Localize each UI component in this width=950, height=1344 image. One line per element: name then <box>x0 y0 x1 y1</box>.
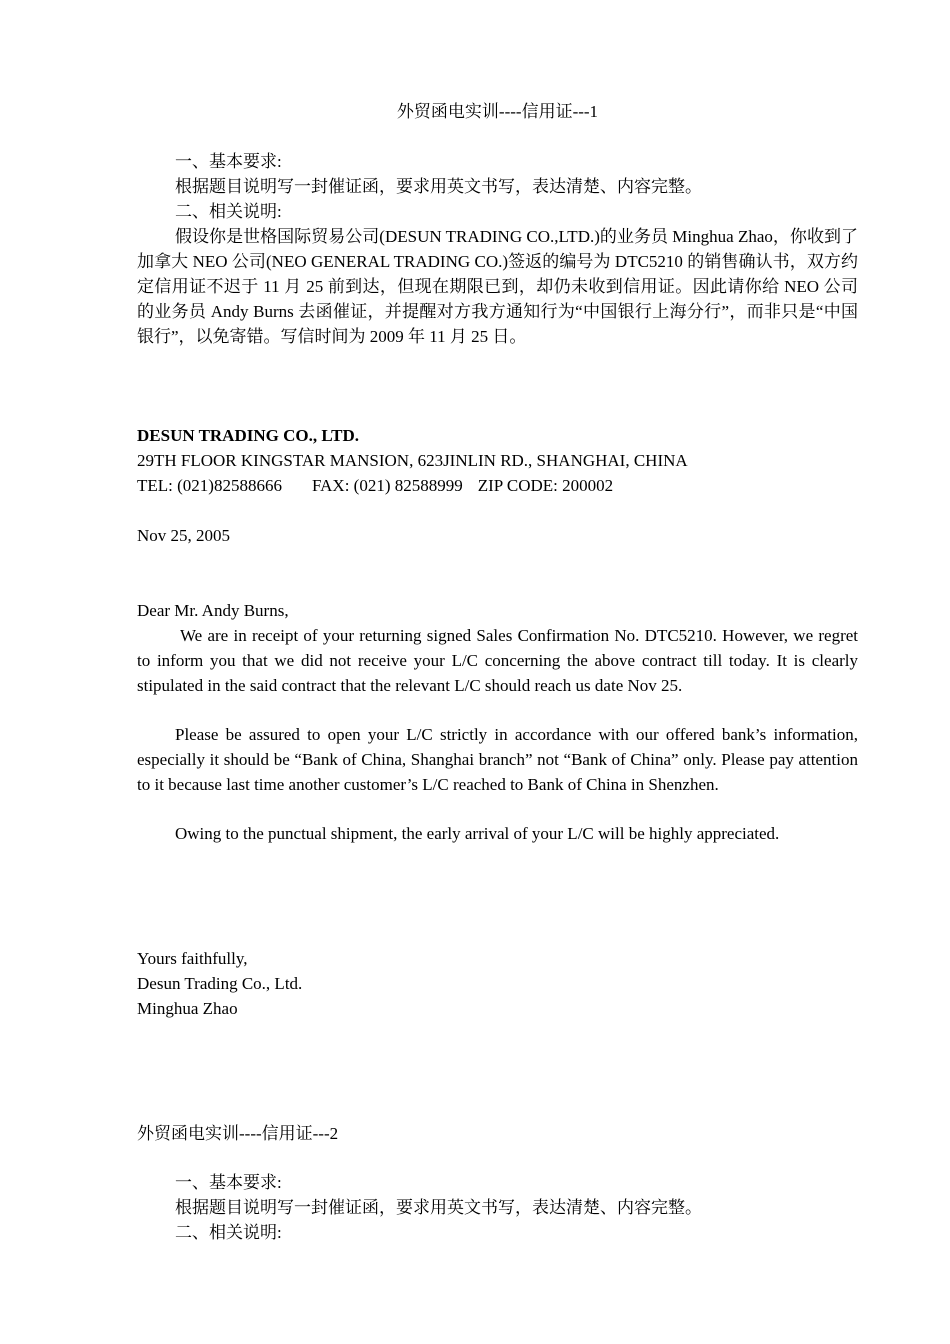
letter-zip: ZIP CODE: 200002 <box>477 476 614 495</box>
letter-address: 29TH FLOOR KINGSTAR MANSION, 623JINLIN RD., SHANGHAI, CHINA <box>137 451 688 470</box>
letter-paragraph-2: Please be assured to open your L/C strictly in accordance with our offered bank’s information, especially it should be “Bank of China, Shanghai branch” not “Bank of China” only. Please pay attention to it because last time another customer’s L/C reached to Bank of China in Shenzhen. <box>137 725 858 794</box>
letter-tel: TEL: (021)82588666 <box>137 476 282 495</box>
letter-date: Nov 25, 2005 <box>137 526 231 545</box>
task1-description-text: 假设你是世格国际贸易公司(DESUN TRADING CO.,LTD.)的业务员 Minghua Zhao，你收到了加拿大 NEO 公司(NEO GENERAL TRADING CO.)签返的编号为 DTC5210 的销售确认书，双方约定信用证不迟于 11 月 25 前到达，但现在期限已到，却仍未收到信用证。因此请你给 NEO 公司的业务员 Andy Burns 去函催证，并提醒对方我方通知行为“中国银行上海分行”，而非只是“中国银行”，以免寄错。写信时间为 2009 年 11 月 25 日。 <box>137 227 858 346</box>
letter-fax: FAX: (021) 82588999 <box>311 476 463 495</box>
letter-signature-company: Desun Trading Co., Ltd. <box>137 974 303 993</box>
letter-paragraph-1: We are in receipt of your returning signed Sales Confirmation No. DTC5210. However, we regret to inform you that we did not receive your L/C concerning the above contract till today. It is clearly stipulated in the said contract that the relevant L/C should reach us date Nov 25. <box>137 626 858 695</box>
task2-title: 外贸函电实训----信用证---2 <box>137 1124 339 1143</box>
task2-requirement-text: 根据题目说明写一封催证函，要求用英文书写，表达清楚、内容完整。 <box>175 1198 702 1217</box>
task2-description-heading: 二、相关说明: <box>175 1223 282 1242</box>
task1-description-heading: 二、相关说明: <box>175 202 282 221</box>
letter-company-name: DESUN TRADING CO., LTD. <box>137 426 359 445</box>
task1-requirement-text: 根据题目说明写一封催证函，要求用英文书写，表达清楚、内容完整。 <box>175 177 702 196</box>
letter-contact-line <box>137 473 858 498</box>
task1-title: 外贸函电实训----信用证---1 <box>396 102 599 121</box>
letter-closing: Yours faithfully, <box>137 949 248 968</box>
task1-requirement-heading: 一、基本要求: <box>175 152 282 171</box>
task2-requirement-heading: 一、基本要求: <box>175 1173 282 1192</box>
letter-signature-name: Minghua Zhao <box>137 999 238 1018</box>
letter-salutation: Dear Mr. Andy Burns, <box>137 601 289 620</box>
letter-paragraph-3: Owing to the punctual shipment, the early arrival of your L/C will be highly appreciated. <box>175 824 780 843</box>
